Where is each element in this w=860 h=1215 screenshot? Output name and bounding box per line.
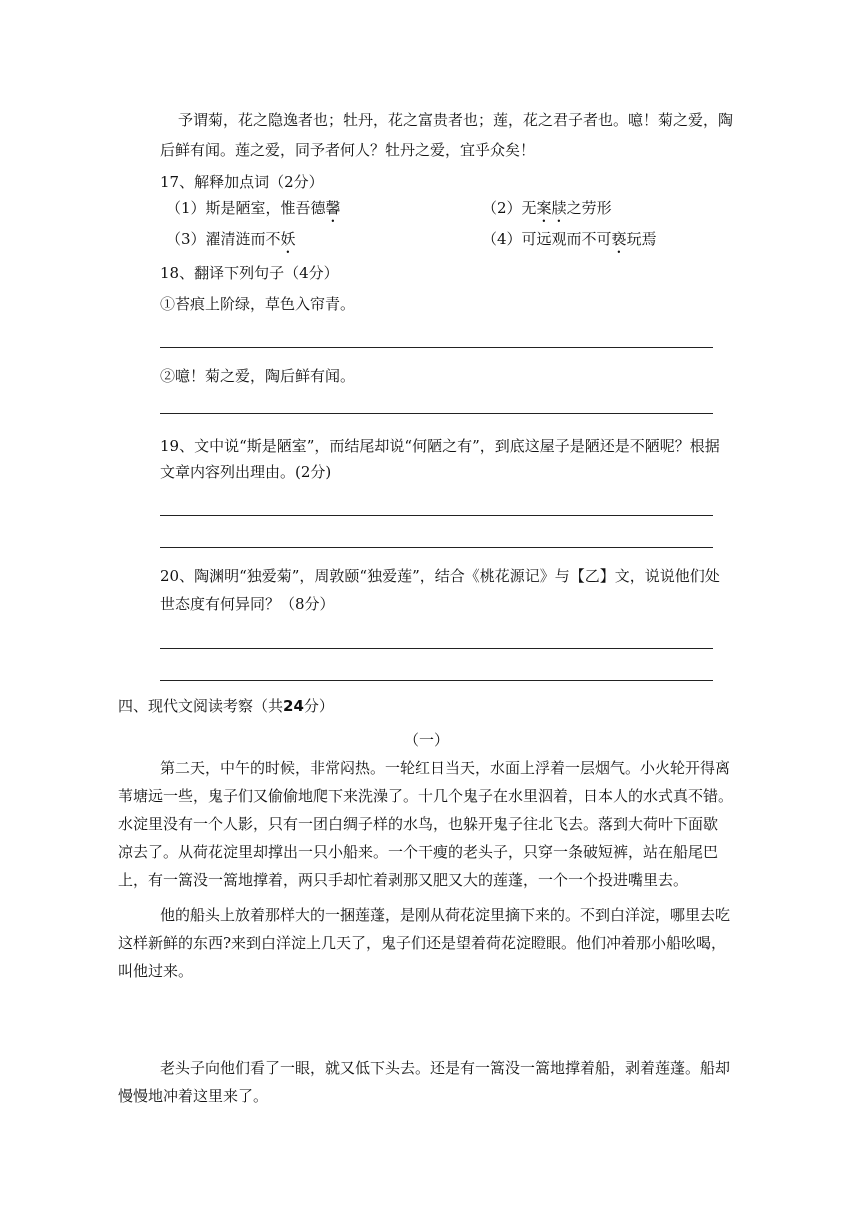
answer-line[interactable] [160, 547, 713, 548]
subsection-number: （一） [404, 731, 450, 749]
reading-line: 凉去了。从荷花淀里却撑出一只小船来。一个干瘦的老头子，只穿一条破短裤，站在船尾巴 [118, 843, 719, 861]
reading-line: 上，有一篙没一篙地撑着，两只手却忙着剥那又肥又大的莲蓬，一个一个投进嘴里去。 [118, 871, 689, 889]
reading-line: 慢慢地冲着这里来了。 [118, 1087, 269, 1105]
question-18-title: 18、翻译下列句子（4分） [160, 264, 339, 282]
question-19-line: 文章内容列出理由。(2分) [160, 463, 332, 481]
question-19-line: 19、文中说“斯是陋室”，而结尾却说“何陋之有”，到底这屋子是陋还是不陋呢？根据 [160, 437, 720, 455]
question-20-line: 20、陶渊明“独爱菊”，周敦颐“独爱莲”，结合《桃花源记》与【乙】文，说说他们处 [160, 567, 720, 585]
answer-line[interactable] [160, 413, 713, 414]
q17-item-3: （3）濯清涟而不妖 [166, 230, 296, 248]
reading-line: 第二天，中午的时候，非常闷热。一轮红日当天，水面上浮着一层烟气。小火轮开得离 [160, 759, 731, 777]
passage-line: 予谓菊，花之隐逸者也；牡丹，花之富贵者也；莲，花之君子者也。噫！菊之爱，陶 [178, 111, 734, 129]
reading-line: 老头子向他们看了一眼，就又低下头去。还是有一篙没一篙地撑着船，剥着莲蓬。船却 [160, 1059, 731, 1077]
q18-sentence-2: ②噫！菊之爱，陶后鲜有闻。 [160, 367, 356, 385]
answer-line[interactable] [160, 648, 713, 649]
q17-item-1: （1）斯是陋室，惟吾德馨 [166, 199, 341, 217]
passage-line: 后鲜有闻。莲之爱，同予者何人？牡丹之爱，宜乎众矣！ [160, 141, 536, 159]
q18-sentence-1: ①苔痕上阶绿，草色入帘青。 [160, 295, 356, 313]
reading-line: 叫他过来。 [118, 962, 194, 980]
reading-line: 他的船头上放着那样大的一捆莲蓬，是刚从荷花淀里摘下来的。不到白洋淀，哪里去吃 [160, 906, 731, 924]
section-heading: 四、现代文阅读考察（共24分） [118, 697, 334, 715]
q17-item-2: （2）无案牍之劳形 [482, 199, 612, 217]
reading-line: 苇塘远一些，鬼子们又偷偷地爬下来洗澡了。十几个鬼子在水里泅着，日本人的水式真不错。 [118, 787, 734, 805]
reading-line: 水淀里没有一个人影，只有一团白绸子样的水鸟，也躲开鬼子往北飞去。落到大荷叶下面歇 [118, 815, 719, 833]
question-20-line: 世态度有何异同？（8分） [160, 595, 335, 613]
q17-item-4: （4）可远观而不可亵玩焉 [482, 230, 657, 248]
answer-line[interactable] [160, 515, 713, 516]
answer-line[interactable] [160, 680, 713, 681]
question-17-title: 17、解释加点词（2分） [160, 173, 324, 191]
reading-line: 这样新鲜的东西?来到白洋淀上几天了，鬼子们还是望着荷花淀瞪眼。他们冲着那小船吆喝， [118, 934, 727, 952]
answer-line[interactable] [160, 347, 713, 348]
